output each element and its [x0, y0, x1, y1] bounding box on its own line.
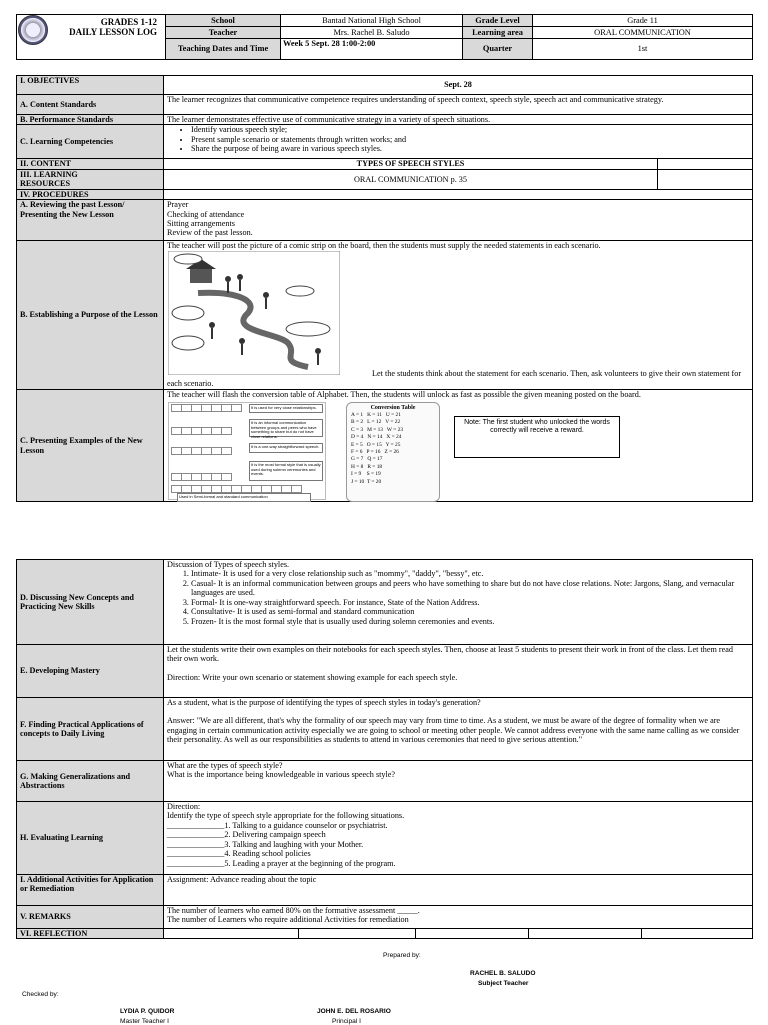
- remarks-line: The number of Learners who require additional Activities for remediation: [167, 915, 409, 925]
- learning-resources-text: ORAL COMMUNICATION p. 35: [164, 169, 658, 189]
- header-table: [16, 14, 753, 60]
- lesson-plan-table: [16, 75, 753, 502]
- conversion-row: C = 3 M = 13 W = 23: [351, 426, 404, 433]
- presenting-examples-text: The teacher will flash the conversion table of Alphabet. Then, the students will unlock as fast as possible the given meaning posted on the board.: [167, 390, 641, 400]
- discussing-intro: Discussion of Types of speech styles.: [167, 560, 290, 569]
- competency-item: • Present sample scenario or statements through written works; and: [191, 135, 749, 144]
- review-item: Prayer: [167, 200, 189, 210]
- principal-title: Principal I: [332, 1018, 361, 1025]
- developing-mastery-cell: [164, 645, 753, 698]
- school-value: Bantad National High School: [281, 15, 463, 27]
- conversion-row: I = 9 S = 19: [351, 471, 381, 478]
- learning-competencies-list: [164, 125, 753, 159]
- evaluating-learning-cell: [164, 802, 753, 875]
- review-item: Checking of attendance: [167, 209, 245, 219]
- content-label: II. CONTENT: [17, 159, 164, 169]
- date-value: Sept. 28: [164, 76, 753, 95]
- reflection-cell: [416, 929, 529, 939]
- presenting-examples-cell: [164, 390, 753, 502]
- puzzle-clue: It is an informal communication between groups and peers who have something to share but do not have close relations.: [249, 419, 323, 437]
- generalizations-label: G. Making Generalizations and Abstractions: [17, 761, 164, 802]
- evaluation-line: ______________2. Delivering campaign speech: [167, 830, 326, 840]
- conversion-table: [346, 402, 440, 502]
- reward-note: Note: The first student who unlocked the words correctly will receive a reward.: [454, 416, 620, 458]
- content-standards-label: A. Content Standards: [17, 95, 164, 115]
- grade-level-label: Grade Level: [463, 15, 533, 27]
- establishing-purpose-followup: Let the students think about the statement for each scenario. Then, ask volunteers to give their own statement for each scenario.: [167, 369, 742, 388]
- practical-applications-cell: [164, 698, 753, 761]
- objectives-label: I. OBJECTIVES: [17, 76, 164, 95]
- conversion-row: B = 2 L = 12 V = 22: [351, 419, 401, 426]
- prepared-by-label: Prepared by:: [383, 952, 421, 959]
- conversion-row: D = 4 N = 14 X = 24: [351, 434, 402, 441]
- evaluation-line: ______________5. Leading a prayer at the beginning of the program.: [167, 858, 396, 868]
- learning-resources-label: III. LEARNING RESOURCES: [17, 169, 164, 189]
- reflection-cell: [164, 929, 299, 939]
- master-teacher-name: LYDIA P. QUIDOR: [120, 1008, 175, 1015]
- procedures-empty-cell: [164, 189, 753, 199]
- generalization-question: What are the types of speech style?: [167, 761, 283, 770]
- performance-standards-text: The learner demonstrates effective use of communicative strategy in a variety of speech situations.: [164, 115, 753, 125]
- conversion-row: J = 10 T = 20: [351, 478, 382, 485]
- quarter-label: Quarter: [463, 39, 533, 60]
- header-title: [17, 15, 166, 60]
- presenting-examples-label: C. Presenting Examples of the New Lesson: [17, 390, 164, 502]
- remarks-line: The number of learners who earned 80% on the formative assessment _____.: [167, 906, 420, 915]
- speech-style-item: 2. Casual- It is an informal communication between groups and peers who have something to share but do not have close relations. Note: Jargons, Slang, and vernacular languages are used.: [191, 579, 749, 598]
- remarks-cell: [164, 906, 753, 929]
- reflection-label: VI. REFLECTION: [17, 929, 164, 939]
- speech-style-item: 1. Intimate- It is used for a very close relationship such as "mommy", "daddy", "bessy", etc.: [191, 569, 749, 578]
- reflection-cell: [529, 929, 642, 939]
- establishing-purpose-label: B. Establishing a Purpose of the Lesson: [17, 241, 164, 390]
- learning-area-label: Learning area: [463, 27, 533, 39]
- speech-style-item: 5. Frozen- It is the most formal style that is usually used during solemn ceremonies and events.: [191, 617, 749, 626]
- puzzle-clue: Used in Semi-formal and standard communication: [177, 493, 311, 502]
- evaluating-learning-label: H. Evaluating Learning: [17, 802, 164, 875]
- review-item: Review of the past lesson.: [167, 228, 253, 238]
- dates-label: Teaching Dates and Time: [166, 39, 281, 60]
- performance-standards-label: B. Performance Standards: [17, 115, 164, 125]
- master-teacher-title: Master Teacher I: [120, 1018, 169, 1025]
- conversion-row: G = 7 Q = 17: [351, 456, 383, 463]
- lesson-plan-table-continued: [16, 559, 753, 939]
- developing-mastery-direction: Direction: Write your own scenario or statement showing example for each speech style.: [167, 672, 458, 682]
- evaluation-line: ______________4. Reading school policies: [167, 849, 311, 859]
- conversion-table-values: [347, 412, 439, 486]
- teacher-label: Teacher: [166, 27, 281, 39]
- reviewing-label: A. Reviewing the past Lesson/ Presenting the New Lesson: [17, 200, 164, 241]
- practical-answer: Answer: "We are all different, that's why the formality of our speech may vary from time to time. As a student, we must be aware of the degree of formality when we are engaging in certain communication activity especially we are going to school or meeting other people. We cannot address everyone with the same name calling as we consider their personality. As well as our responsibilities as students to attend in various ceremonies that need to give serious attention.": [167, 716, 740, 745]
- speech-style-item: 3. Formal- It is one-way straightforward speech. For instance, State of the Nation Address.: [191, 598, 749, 607]
- conversion-row: F = 6 P = 16 Z = 26: [351, 449, 399, 456]
- reviewing-text: [164, 200, 753, 241]
- puzzle-grid: [171, 404, 241, 414]
- content-text: TYPES OF SPEECH STYLES: [164, 159, 658, 169]
- quarter-value: 1st: [533, 39, 753, 60]
- establishing-purpose-cell: [164, 241, 753, 390]
- additional-activities-text: Assignment: Advance reading about the topic: [164, 875, 753, 906]
- developing-mastery-text: Let the students write their own examples on their notebooks for each speech styles. Then, choose at least 5 students to present their work in front of the class. Let them read their own work.: [167, 645, 733, 664]
- developing-mastery-label: E. Developing Mastery: [17, 645, 164, 698]
- procedures-label: IV. PROCEDURES: [17, 189, 164, 199]
- conversion-row: A = 1 K = 11 U = 21: [351, 412, 401, 418]
- content-standards-text: The learner recognizes that communicative competence requires understanding of speech context, speech style, speech act and communicative strategy.: [164, 95, 753, 115]
- additional-activities-label: I. Additional Activities for Application or Remediation: [17, 875, 164, 906]
- school-label: School: [166, 15, 281, 27]
- practical-question: As a student, what is the purpose of identifying the types of speech styles in today's generation?: [167, 698, 481, 707]
- evaluation-line: Direction:: [167, 802, 201, 811]
- practical-applications-label: F. Finding Practical Applications of concepts to Daily Living: [17, 698, 164, 761]
- evaluation-line: Identify the type of speech style appropriate for the following situations.: [167, 811, 405, 821]
- teacher-title: Subject Teacher: [478, 980, 529, 987]
- resources-empty-cell: [658, 169, 753, 189]
- conversion-table-title: Conversion Table: [370, 405, 416, 412]
- log-title: DAILY LESSON LOG: [69, 27, 157, 38]
- grades-label: GRADES 1-12: [100, 17, 157, 27]
- puzzle-grid: [171, 427, 231, 437]
- speech-style-item: 4. Consultative- It is used as semi-formal and standard communication: [191, 607, 749, 616]
- discussing-label: D. Discussing New Concepts and Practicing New Skills: [17, 560, 164, 645]
- review-item: Sitting arrangements: [167, 218, 235, 228]
- checked-by-label: Checked by:: [22, 991, 59, 998]
- discussing-cell: [164, 560, 753, 645]
- grade-level-value: Grade 11: [533, 15, 753, 27]
- letter-puzzle-sheet: [168, 402, 326, 500]
- conversion-row: E = 5 O = 15 Y = 25: [351, 441, 401, 448]
- puzzle-grid: [171, 473, 231, 483]
- content-empty-cell: [658, 159, 753, 169]
- evaluation-line: ______________3. Talking and laughing with your Mother.: [167, 839, 364, 849]
- puzzle-grid: [171, 485, 301, 495]
- dates-value: Week 5 Sept. 28 1:00-2:00: [281, 39, 463, 60]
- evaluation-line: ______________1. Talking to a guidance counselor or psychiatrist.: [167, 820, 388, 830]
- establishing-purpose-text: The teacher will post the picture of a comic strip on the board, then the students must supply the needed statements in each scenario.: [167, 241, 601, 251]
- principal-name: JOHN E. DEL ROSARIO: [317, 1008, 391, 1015]
- puzzle-clue: It is the most formal style that is usually used during solemn ceremonies and events.: [249, 461, 323, 481]
- competency-item: • Share the purpose of being aware in various speech styles.: [191, 144, 749, 153]
- learning-area-value: ORAL COMMUNICATION: [533, 27, 753, 39]
- conversion-row: H = 8 R = 18: [351, 463, 383, 470]
- learning-competencies-label: C. Learning Competencies: [17, 125, 164, 159]
- generalizations-cell: [164, 761, 753, 802]
- remarks-label: V. REMARKS: [17, 906, 164, 929]
- comic-strip-image: [168, 251, 340, 375]
- puzzle-clue: It is used for very close relationships.: [249, 404, 323, 413]
- teacher-name: RACHEL B. SALUDO: [470, 970, 536, 977]
- puzzle-clue: It is a one-way straightforward speech.: [249, 443, 323, 453]
- reflection-cell: [299, 929, 416, 939]
- competency-item: • Identify various speech style;: [191, 125, 749, 134]
- puzzle-grid: [171, 447, 231, 457]
- generalization-question: What is the importance being knowledgeable in various speech style?: [167, 770, 396, 780]
- teacher-value: Mrs. Rachel B. Saludo: [281, 27, 463, 39]
- reflection-cell: [642, 929, 753, 939]
